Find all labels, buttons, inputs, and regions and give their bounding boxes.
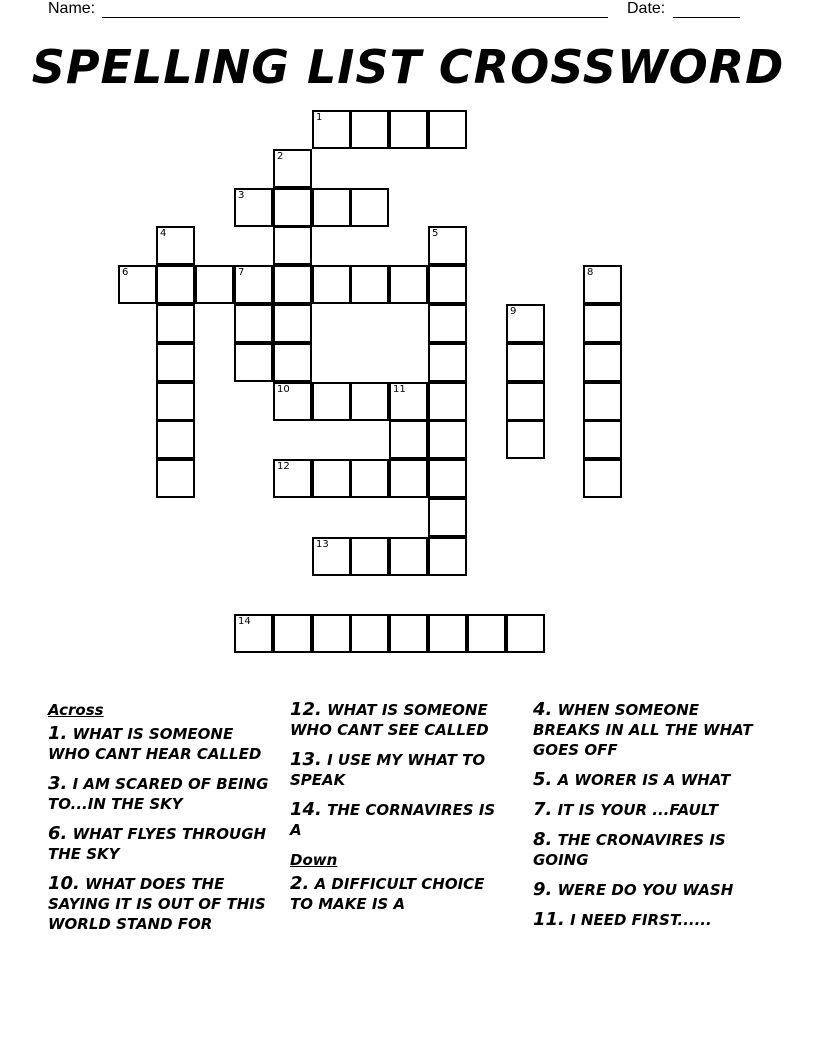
grid-cell[interactable]: [467, 614, 506, 653]
grid-cell[interactable]: [312, 382, 351, 421]
clue-text: A WORER IS A WHAT: [552, 771, 731, 789]
across-clue-list-continued: [290, 700, 505, 840]
grid-cell[interactable]: [156, 382, 195, 421]
clue-text: I AM SCARED OF BEING TO...IN THE SKY: [48, 775, 269, 813]
clue-text: WERE DO YOU WASH: [552, 881, 734, 899]
grid-cell[interactable]: [273, 265, 312, 304]
clue-number: 8.: [533, 829, 553, 850]
clue-item: [48, 724, 278, 764]
grid-cell[interactable]: [583, 265, 622, 304]
cell-number: 12: [277, 461, 290, 472]
grid-cell[interactable]: [234, 614, 273, 653]
clue-number: 10.: [48, 873, 80, 894]
cell-number: 9: [510, 306, 517, 317]
grid-cell[interactable]: [273, 343, 312, 382]
grid-cell[interactable]: [273, 304, 312, 343]
grid-cell[interactable]: [312, 188, 351, 227]
grid-cell[interactable]: [273, 614, 312, 653]
grid-cell[interactable]: [428, 420, 467, 459]
grid-cell[interactable]: [428, 110, 467, 149]
clue-item: [533, 770, 768, 790]
grid-cell[interactable]: [234, 188, 273, 227]
clue-item: [533, 700, 768, 760]
grid-cell[interactable]: [506, 382, 545, 421]
clue-text: WHEN SOMEONE BREAKS IN ALL THE WHAT GOES OFF: [533, 701, 753, 759]
grid-cell[interactable]: [389, 459, 428, 498]
clue-number: 5.: [533, 769, 553, 790]
grid-cell[interactable]: [583, 420, 622, 459]
grid-cell[interactable]: [156, 459, 195, 498]
grid-cell[interactable]: [506, 343, 545, 382]
grid-cell[interactable]: [428, 498, 467, 537]
grid-cell[interactable]: [350, 537, 389, 576]
cell-number: 4: [160, 228, 167, 239]
clue-item: [290, 750, 505, 790]
grid-cell[interactable]: [273, 188, 312, 227]
cell-number: 6: [122, 267, 129, 278]
grid-cell[interactable]: [350, 459, 389, 498]
clue-item: [290, 874, 505, 914]
clue-text: A DIFFICULT CHOICE TO MAKE IS A: [290, 875, 485, 913]
down-clue-list-continued: [533, 700, 768, 930]
grid-cell[interactable]: [506, 420, 545, 459]
down-heading: Down: [290, 851, 338, 869]
clue-item: [290, 800, 505, 840]
grid-cell[interactable]: [389, 110, 428, 149]
clue-number: 6.: [48, 823, 68, 844]
grid-cell[interactable]: [428, 459, 467, 498]
grid-cell[interactable]: [389, 265, 428, 304]
grid-cell[interactable]: [312, 110, 351, 149]
cell-number: 7: [238, 267, 245, 278]
clue-text: WHAT DOES THE SAYING IT IS OUT OF THIS WORLD STAND FOR: [48, 875, 266, 933]
grid-cell[interactable]: [273, 149, 312, 188]
clue-number: 13.: [290, 749, 322, 770]
down-clue-list: [290, 874, 505, 914]
name-label: Name:: [48, 0, 96, 17]
page-title: SPELLING LIST CROSSWORD: [31, 40, 785, 94]
grid-cell[interactable]: [428, 343, 467, 382]
cell-number: 11: [393, 384, 406, 395]
clue-text: WHAT FLYES THROUGH THE SKY: [48, 825, 267, 863]
clues-column-1: [48, 700, 278, 944]
grid-cell[interactable]: [350, 265, 389, 304]
grid-cell[interactable]: [428, 382, 467, 421]
clue-item: [533, 800, 768, 820]
grid-cell[interactable]: [312, 459, 351, 498]
clue-text: THE CRONAVIRES IS GOING: [533, 831, 726, 869]
cell-number: 8: [587, 267, 594, 278]
clue-text: I NEED FIRST......: [564, 911, 712, 929]
clue-number: 4.: [533, 699, 553, 720]
grid-cell[interactable]: [312, 537, 351, 576]
grid-cell[interactable]: [389, 537, 428, 576]
grid-cell[interactable]: [156, 343, 195, 382]
grid-cell[interactable]: [389, 420, 428, 459]
clue-item: [48, 874, 278, 934]
clue-number: 1.: [48, 723, 68, 744]
date-label: Date:: [627, 0, 666, 17]
across-heading: Across: [48, 701, 104, 719]
clue-text: THE CORNAVIRES IS A: [290, 801, 496, 839]
clues-column-3: [533, 700, 768, 940]
clue-item: [533, 880, 768, 900]
clue-text: WHAT IS SOMEONE WHO CANT HEAR CALLED: [48, 725, 262, 763]
grid-cell[interactable]: [234, 343, 273, 382]
clue-number: 11.: [533, 909, 565, 930]
grid-cell[interactable]: [506, 614, 545, 653]
clue-text: WHAT IS SOMEONE WHO CANT SEE CALLED: [290, 701, 489, 739]
cell-number: 3: [238, 190, 245, 201]
grid-cell[interactable]: [156, 265, 195, 304]
clue-number: 7.: [533, 799, 553, 820]
cell-number: 13: [316, 539, 329, 550]
clue-number: 9.: [533, 879, 553, 900]
grid-cell[interactable]: [312, 614, 351, 653]
grid-cell[interactable]: [389, 614, 428, 653]
clue-number: 3.: [48, 773, 68, 794]
grid-cell[interactable]: [350, 110, 389, 149]
grid-cell[interactable]: [506, 304, 545, 343]
clue-item: [48, 824, 278, 864]
grid-cell[interactable]: [156, 420, 195, 459]
clue-item: [533, 910, 768, 930]
clue-item: [533, 830, 768, 870]
cell-number: 14: [238, 616, 251, 627]
grid-cell[interactable]: [273, 382, 312, 421]
clue-number: 2.: [290, 873, 310, 894]
grid-cell[interactable]: [156, 304, 195, 343]
grid-cell[interactable]: [428, 614, 467, 653]
grid-cell[interactable]: [583, 304, 622, 343]
grid-cell[interactable]: [583, 343, 622, 382]
grid-cell[interactable]: [389, 382, 428, 421]
grid-cell[interactable]: [428, 265, 467, 304]
clues-column-2: [290, 700, 505, 924]
grid-cell[interactable]: [428, 304, 467, 343]
clue-text: I USE MY WHAT TO SPEAK: [290, 751, 486, 789]
grid-cell[interactable]: [350, 188, 389, 227]
grid-cell[interactable]: [156, 226, 195, 265]
grid-cell[interactable]: [312, 265, 351, 304]
across-clue-list: [48, 724, 278, 934]
cell-number: 5: [432, 228, 439, 239]
clue-number: 12.: [290, 699, 322, 720]
clue-item: [48, 774, 278, 814]
clue-number: 14.: [290, 799, 322, 820]
grid-cell[interactable]: [583, 459, 622, 498]
cell-number: 10: [277, 384, 290, 395]
clue-item: [290, 700, 505, 740]
grid-cell[interactable]: [118, 265, 157, 304]
grid-cell[interactable]: [273, 459, 312, 498]
cell-number: 1: [316, 112, 323, 123]
clue-text: IT IS YOUR ...FAULT: [552, 801, 719, 819]
grid-cell[interactable]: [350, 614, 389, 653]
grid-cell[interactable]: [234, 304, 273, 343]
grid-cell[interactable]: [350, 382, 389, 421]
grid-cell[interactable]: [273, 226, 312, 265]
grid-cell[interactable]: [428, 537, 467, 576]
grid-cell[interactable]: [195, 265, 234, 304]
grid-cell[interactable]: [428, 226, 467, 265]
cell-number: 2: [277, 151, 284, 162]
grid-cell[interactable]: [583, 382, 622, 421]
grid-cell[interactable]: [234, 265, 273, 304]
